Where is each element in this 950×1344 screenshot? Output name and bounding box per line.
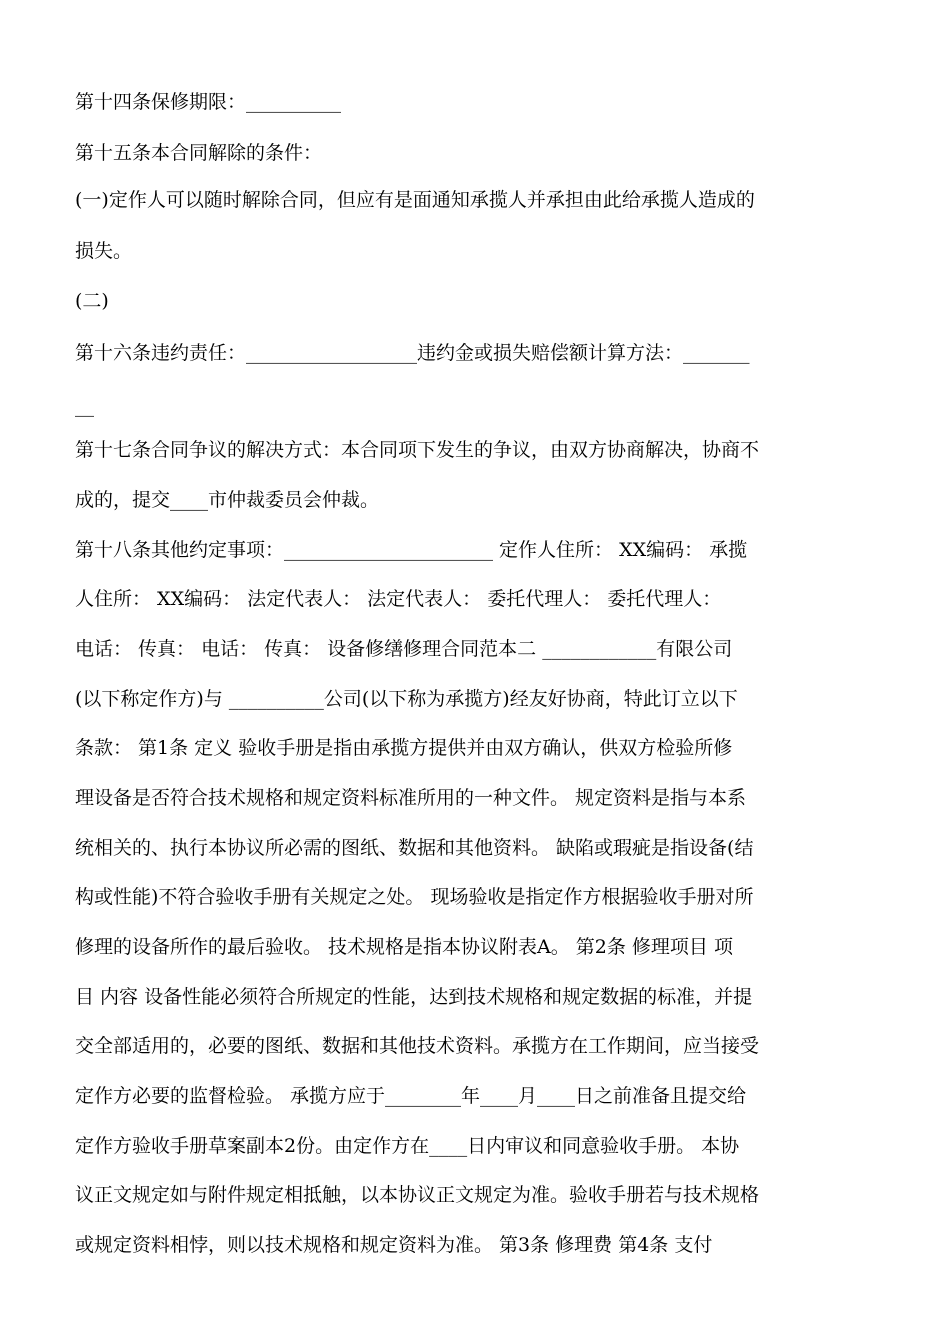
party-info-line: 人住所： XX编码： 法定代表人： 法定代表人： 委托代理人： 委托代理人：: [75, 588, 722, 610]
clause-17-dispute: 第十七条合同争议的解决方式：本合同项下发生的争议，由双方协商解决，协商不: [75, 439, 760, 461]
clause-18-other-matters: 第十八条其他约定事项：______________________ 定作人住所： XX编码： 承揽: [75, 539, 748, 561]
contract-intro-line: (以下称定作方)与 __________公司(以下称为承揽方)经友好协商，特此订立以下: [75, 688, 738, 710]
article-3-4-headings: 或规定资料相悖，则以技术规格和规定资料为准。 第3条 修理费 第4条 支付: [75, 1234, 713, 1256]
body-line: 议正文规定如与附件规定相抵触，以本协议正文规定为准。验收手册若与技术规格: [75, 1184, 760, 1206]
contact-and-title-line: 电话： 传真： 电话： 传真： 设备修缮修理合同范本二 ____________有限公司: [75, 638, 733, 660]
clause-16-liability-cont: __: [75, 395, 94, 417]
clause-15-termination-heading: 第十五条本合同解除的条件：: [75, 142, 323, 164]
body-line: 目 内容 设备性能必须符合所规定的性能，达到技术规格和规定数据的标准，并提: [75, 986, 753, 1008]
submission-date-line: 定作方必要的监督检验。 承揽方应于________年____月____日之前准备且提交给: [75, 1085, 747, 1107]
termination-item-2: (二): [75, 290, 109, 312]
body-line: 构或性能)不符合验收手册有关规定之处。 现场验收是指定作方根据验收手册对所: [75, 886, 754, 908]
clause-14-warranty-period: 第十四条保修期限：__________: [75, 91, 342, 113]
article-2-repair-items: 修理的设备所作的最后验收。 技术规格是指本协议附表A。 第2条 修理项目 项: [75, 936, 733, 958]
clause-16-liability: 第十六条违约责任：__________________违约金或损失赔偿额计算方法：_______: [75, 342, 750, 364]
termination-item-1: (一)定作人可以随时解除合同，但应有是面通知承揽人并承担由此给承揽人造成的: [75, 189, 755, 211]
termination-item-1-cont: 损失。: [75, 240, 133, 262]
article-1-definitions: 条款： 第1条 定义 验收手册是指由承揽方提供并由双方确认，供双方检验所修: [75, 737, 733, 759]
body-line: 理设备是否符合技术规格和规定资料标准所用的一种文件。 规定资料是指与本系: [75, 787, 747, 809]
body-line: 交全部适用的，必要的图纸、数据和其他技术资料。承揽方在工作期间，应当接受: [75, 1035, 760, 1057]
clause-17-dispute-cont: 成的，提交____市仲裁委员会仲裁。: [75, 489, 380, 511]
body-line: 统相关的、执行本协议所必需的图纸、数据和其他资料。 缺陷或瑕疵是指设备(结: [75, 837, 754, 859]
body-line: 定作方验收手册草案副本2份。由定作方在____日内审议和同意验收手册。 本协: [75, 1135, 740, 1157]
